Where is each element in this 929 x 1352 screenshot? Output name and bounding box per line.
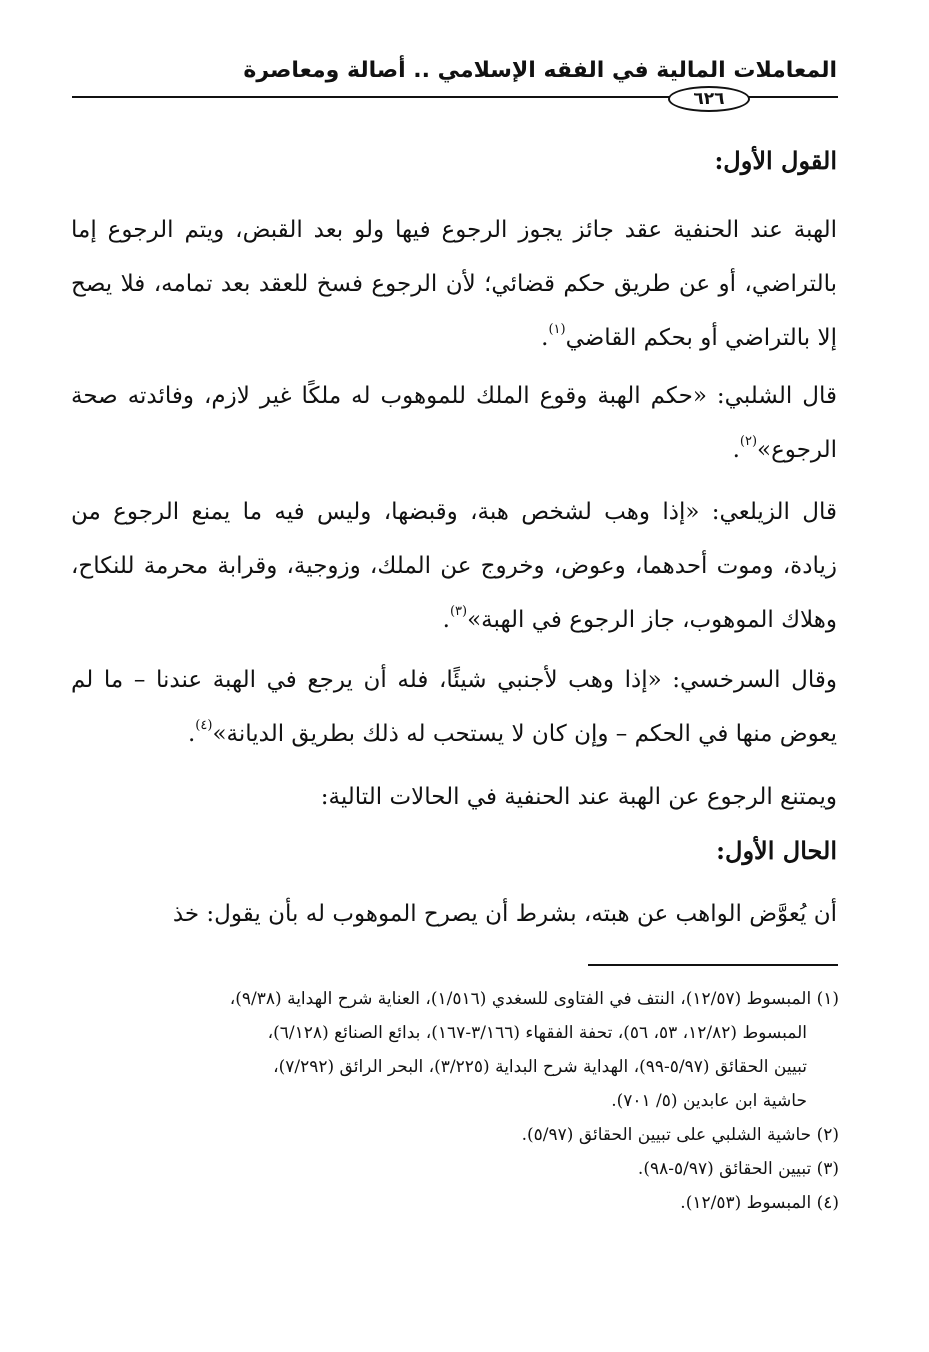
paragraph-sarakhsi-quote: وقال السرخسي: «إذا وهب لأجنبي شيئًا، فله أن يرجع في الهبة عندنا – ما لم يعوض منها في الحكم – وإن كان لا يستحب له ذلك بطريق الديانة»$^{(٤)}$. — [71, 667, 837, 747]
paragraph-exceptions-intro: ويمتنع الرجوع عن الهبة عند الحنفية في الحالات التالية: — [320, 784, 837, 810]
footnote-1-continued: تبيين الحقائق (٥/٩٧-٩٩)، الهداية شرح البداية (٣/٢٢٥)، البحر الرائق (٧/٢٩٢)، — [273, 1057, 807, 1077]
page-number: ٦٢٦ — [668, 86, 750, 112]
section-heading-first-opinion: القول الأول: — [714, 146, 837, 175]
running-header-title: المعاملات المالية في الفقه الإسلامي .. أصالة ومعاصرة — [243, 58, 837, 83]
paragraph-text: وقال السرخسي: «إذا وهب لأجنبي شيئًا، فله أن يرجع في الهبة عندنا – ما لم يعوض منها في الحكم – وإن كان لا يستحب له ذلك بطريق الديانة» — [71, 667, 837, 747]
footnote-ref: (٣) — [449, 604, 468, 619]
paragraph-text: الهبة عند الحنفية عقد جائز يجوز الرجوع فيها ولو بعد القبض، ويتم الرجوع إما بالتراضي، أو عن طريق حكم قضائي؛ لأن الرجوع فسخ للعقد بعد تمامه، فلا يصح إلا بالتراضي أو بحكم القاضي — [71, 217, 837, 351]
footnote-separator — [588, 964, 838, 966]
footnote-ref: (٤) — [195, 718, 213, 733]
footnote-1-continued: المبسوط (١٢/٨٢، ٥٣، ٥٦)، تحفة الفقهاء (٣/١٦٦-١٦٧)، بدائع الصنائع (٦/١٢٨)، — [267, 1023, 807, 1043]
section-heading-first-case: الحال الأول: — [716, 836, 837, 865]
footnote-ref: (١) — [548, 322, 566, 337]
paragraph-zaylai-quote: قال الزيلعي: «إذا وهب لشخص هبة، وقبضها، وليس فيه ما يمنع الرجوع من زيادة، وموت أحدهما، وعوض، وخروج عن الملك، وزوجية، وقرابة محرمة للنكاح، وهلاك الموهوب، جاز الرجوع في الهبة»$^{(٣)}$. — [71, 499, 837, 633]
footnote-ref: (٢) — [739, 434, 758, 449]
paragraph-first-case: أن يُعوَّض الواهب عن هبته، بشرط أن يصرح الموهوب له بأن يقول: خذ — [172, 901, 837, 927]
footnote-1: (١) المبسوط (١٢/٥٧)، النتف في الفتاوى للسغدي (١/٥١٦)، العناية شرح الهداية (٩/٣٨)، — [229, 989, 839, 1009]
footnote-3: (٣) تبيين الحقائق (٥/٩٧-٩٨). — [637, 1159, 839, 1179]
paragraph-shalabi-quote: قال الشلبي: «حكم الهبة وقوع الملك للموهوب له ملكًا غير لازم، وفائدته صحة الرجوع»$^{(٢)}$. — [71, 383, 837, 463]
footnote-4: (٤) المبسوط (١٢/٥٣). — [680, 1193, 839, 1213]
footnote-1-continued: حاشية ابن عابدين (٥/ ٧٠١). — [611, 1091, 807, 1111]
footnote-2: (٢) حاشية الشلبي على تبيين الحقائق (٥/٩٧). — [521, 1125, 839, 1145]
paragraph-text: قال الزيلعي: «إذا وهب لشخص هبة، وقبضها، وليس فيه ما يمنع الرجوع من زيادة، وموت أحدهما، وعوض، وخروج عن الملك، وزوجية، وقرابة محرمة للنكاح، وهلاك الموهوب، جاز الرجوع في الهبة» — [71, 499, 837, 633]
footnotes — [67, 982, 839, 1220]
paragraph-hanafi-definition: الهبة عند الحنفية عقد جائز يجوز الرجوع فيها ولو بعد القبض، ويتم الرجوع إما بالتراضي، أو عن طريق حكم قضائي؛ لأن الرجوع فسخ للعقد بعد تمامه، فلا يصح إلا بالتراضي أو بحكم القاضي$^{(١)}$. — [71, 217, 837, 351]
paragraph-text: قال الشلبي: «حكم الهبة وقوع الملك للموهوب له ملكًا غير لازم، وفائدته صحة الرجوع» — [71, 383, 837, 463]
